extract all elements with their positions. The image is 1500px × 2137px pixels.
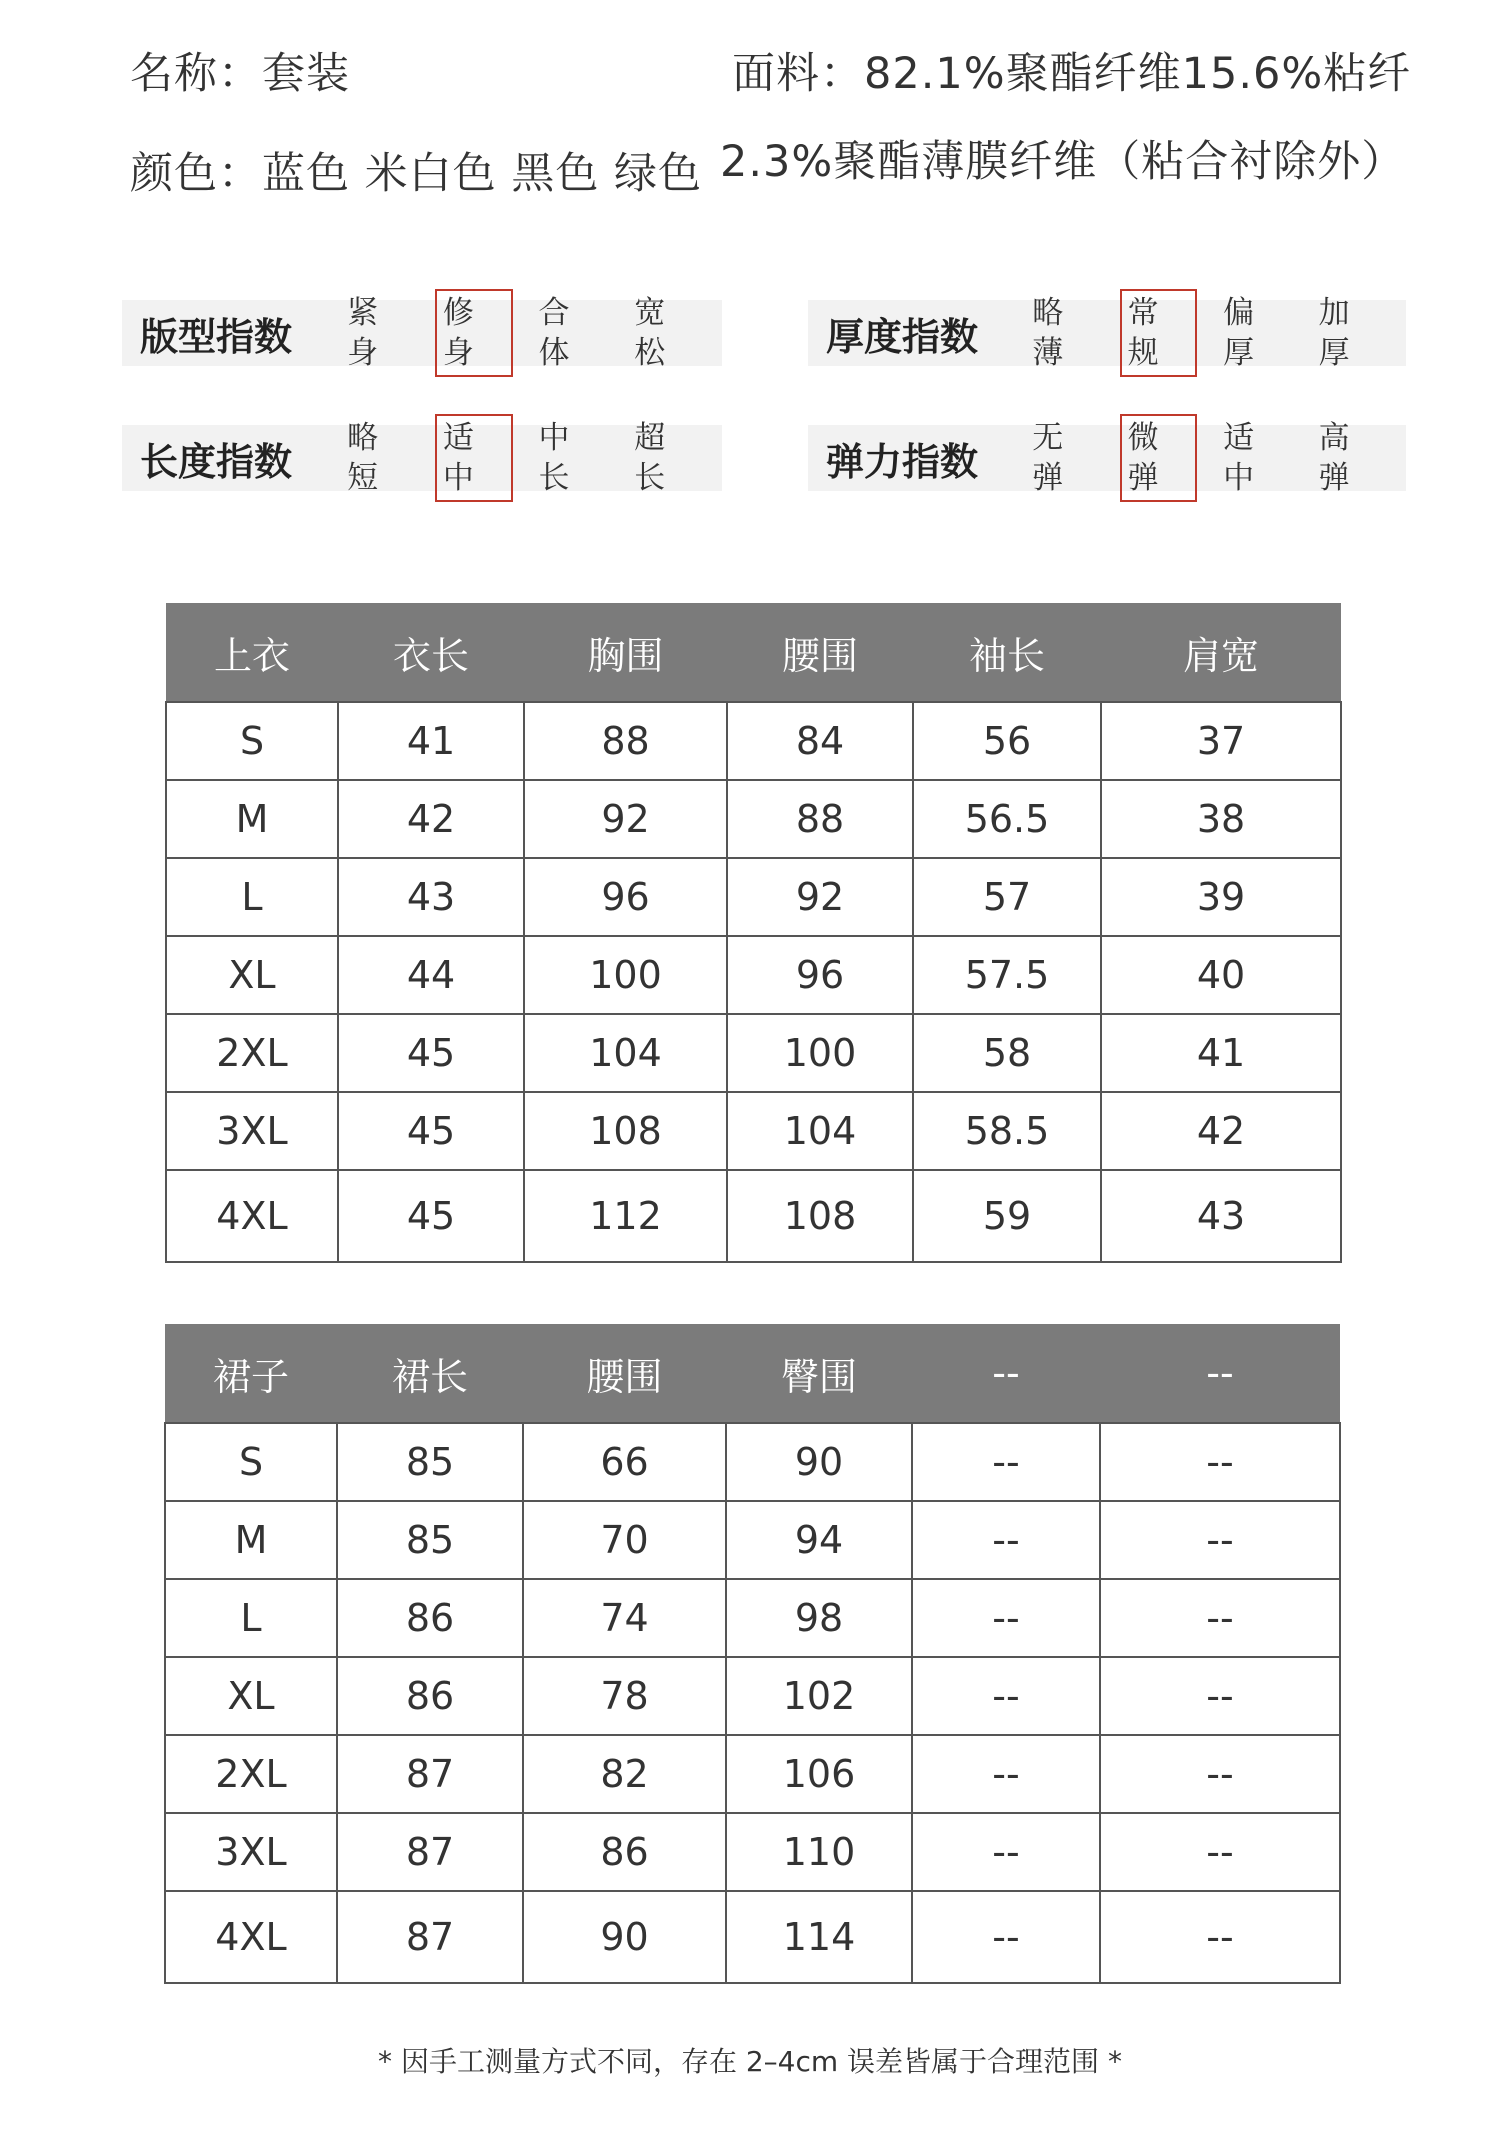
table-cell: 37	[1101, 702, 1341, 780]
table-cell: --	[1100, 1501, 1340, 1579]
table-cell: 2XL	[166, 1014, 338, 1092]
index-title: 长度指数	[140, 439, 293, 484]
table-cell: 102	[726, 1657, 912, 1735]
table-cell: --	[912, 1423, 1100, 1501]
index-option: 合体	[538, 295, 570, 371]
table-cell: --	[912, 1891, 1100, 1983]
table-cell: XL	[165, 1657, 337, 1735]
table-header-row	[166, 603, 1341, 702]
index-option: 偏厚	[1223, 295, 1255, 371]
table-row	[165, 1891, 1340, 1983]
table-cell: M	[166, 780, 338, 858]
table-cell: 87	[337, 1813, 523, 1891]
table-cell: S	[165, 1423, 337, 1501]
table-row	[165, 1423, 1340, 1501]
table-cell: S	[166, 702, 338, 780]
index-option-selected: 微弹	[1120, 414, 1197, 502]
table-row	[165, 1501, 1340, 1579]
table-cell: --	[1100, 1423, 1340, 1501]
table-row	[166, 702, 1341, 780]
index-option: 中长	[538, 420, 570, 496]
table-cell: 112	[524, 1170, 727, 1262]
table-cell: --	[912, 1657, 1100, 1735]
index-option: 略薄	[1032, 295, 1064, 371]
table-cell: 41	[338, 702, 524, 780]
index-option: 适中	[1223, 420, 1255, 496]
index-option: 超长	[634, 420, 666, 496]
product-colors: 颜色：蓝色 米白色 黑色 绿色	[130, 149, 703, 199]
table-cell: 42	[338, 780, 524, 858]
header-cell: 袖长	[913, 603, 1101, 702]
table-cell: 110	[726, 1813, 912, 1891]
table-cell: 98	[726, 1579, 912, 1657]
index-option-selected: 常规	[1120, 289, 1197, 377]
table-cell: 44	[338, 936, 524, 1014]
header-cell: 裙子	[165, 1324, 337, 1423]
header-cell: --	[912, 1324, 1100, 1423]
table-row	[165, 1579, 1340, 1657]
header-cell: 腰围	[727, 603, 913, 702]
table-cell: 108	[524, 1092, 727, 1170]
table-cell: 41	[1101, 1014, 1341, 1092]
table-cell: 96	[524, 858, 727, 936]
header-cell: 衣长	[338, 603, 524, 702]
table-cell: 90	[726, 1423, 912, 1501]
table-cell: 94	[726, 1501, 912, 1579]
table-cell: --	[912, 1579, 1100, 1657]
table-cell: XL	[166, 936, 338, 1014]
table-row	[165, 1813, 1340, 1891]
table-cell: --	[1100, 1891, 1340, 1983]
table-cell: 4XL	[166, 1170, 338, 1262]
table-cell: 78	[523, 1657, 726, 1735]
table-cell: M	[165, 1501, 337, 1579]
table-cell: 74	[523, 1579, 726, 1657]
table-header-row	[165, 1324, 1340, 1423]
table-cell: 4XL	[165, 1891, 337, 1983]
table-cell: --	[912, 1735, 1100, 1813]
index-option: 高弹	[1318, 420, 1350, 496]
table-row	[166, 1014, 1341, 1092]
header-cell: 肩宽	[1101, 603, 1341, 702]
table-cell: 85	[337, 1501, 523, 1579]
table-cell: 104	[524, 1014, 727, 1092]
table-cell: 42	[1101, 1092, 1341, 1170]
index-title: 版型指数	[140, 314, 293, 359]
table-cell: 86	[337, 1579, 523, 1657]
table-cell: 38	[1101, 780, 1341, 858]
index-option: 宽松	[634, 295, 666, 371]
table-cell: 92	[727, 858, 913, 936]
table-row	[166, 1092, 1341, 1170]
table-cell: 90	[523, 1891, 726, 1983]
table-cell: 96	[727, 936, 913, 1014]
table-cell: --	[912, 1501, 1100, 1579]
table-cell: L	[166, 858, 338, 936]
index-option: 加厚	[1318, 295, 1350, 371]
table-cell: 108	[727, 1170, 913, 1262]
table-cell: 106	[726, 1735, 912, 1813]
table-cell: 84	[727, 702, 913, 780]
table-cell: 82	[523, 1735, 726, 1813]
table-cell: --	[1100, 1579, 1340, 1657]
table-cell: 58	[913, 1014, 1101, 1092]
elasticity-index	[808, 420, 1406, 496]
skirt-size-table	[164, 1324, 1341, 1984]
index-option: 紧身	[347, 295, 379, 371]
product-name: 名称：套装	[130, 49, 350, 99]
header-cell: 上衣	[166, 603, 338, 702]
header-cell: --	[1100, 1324, 1340, 1423]
thickness-index	[808, 295, 1406, 371]
table-cell: 57	[913, 858, 1101, 936]
table-cell: 87	[337, 1891, 523, 1983]
table-row	[165, 1657, 1340, 1735]
table-cell: 88	[727, 780, 913, 858]
table-cell: --	[912, 1813, 1100, 1891]
table-cell: 70	[523, 1501, 726, 1579]
header-cell: 胸围	[524, 603, 727, 702]
header-cell: 裙长	[337, 1324, 523, 1423]
measurement-footnote: * 因手工测量方式不同，存在 2–4cm 误差皆属于合理范围 *	[378, 2045, 1122, 2078]
length-index	[122, 420, 722, 496]
table-row	[166, 780, 1341, 858]
table-cell: L	[165, 1579, 337, 1657]
fabric-line-2: 2.3%聚酯薄膜纤维（粘合衬除外）	[720, 137, 1406, 187]
header-cell: 臀围	[726, 1324, 912, 1423]
fabric-line-1: 面料：82.1%聚酯纤维15.6%粘纤	[732, 49, 1412, 99]
table-cell: 100	[727, 1014, 913, 1092]
table-row	[166, 858, 1341, 936]
table-cell: 3XL	[165, 1813, 337, 1891]
table-cell: 3XL	[166, 1092, 338, 1170]
header-cell: 腰围	[523, 1324, 726, 1423]
table-row	[166, 936, 1341, 1014]
table-cell: 43	[1101, 1170, 1341, 1262]
table-cell: --	[1100, 1813, 1340, 1891]
table-cell: --	[1100, 1735, 1340, 1813]
table-cell: 2XL	[165, 1735, 337, 1813]
table-cell: 66	[523, 1423, 726, 1501]
table-cell: 59	[913, 1170, 1101, 1262]
table-cell: 45	[338, 1014, 524, 1092]
table-cell: 86	[337, 1657, 523, 1735]
table-row	[165, 1735, 1340, 1813]
index-title: 弹力指数	[826, 439, 979, 484]
table-cell: 43	[338, 858, 524, 936]
table-cell: 57.5	[913, 936, 1101, 1014]
table-cell: 100	[524, 936, 727, 1014]
table-row	[166, 1170, 1341, 1262]
index-option: 略短	[347, 420, 379, 496]
table-cell: 45	[338, 1170, 524, 1262]
table-cell: 56	[913, 702, 1101, 780]
index-option: 无弹	[1032, 420, 1064, 496]
table-cell: 39	[1101, 858, 1341, 936]
table-cell: 45	[338, 1092, 524, 1170]
top-size-table	[165, 603, 1342, 1263]
table-cell: 85	[337, 1423, 523, 1501]
index-title: 厚度指数	[826, 314, 979, 359]
index-option-selected: 适中	[435, 414, 513, 502]
fit-index	[122, 295, 722, 371]
table-cell: 58.5	[913, 1092, 1101, 1170]
table-cell: 88	[524, 702, 727, 780]
table-cell: 114	[726, 1891, 912, 1983]
table-cell: --	[1100, 1657, 1340, 1735]
table-cell: 86	[523, 1813, 726, 1891]
table-cell: 92	[524, 780, 727, 858]
table-cell: 104	[727, 1092, 913, 1170]
table-cell: 40	[1101, 936, 1341, 1014]
index-option-selected: 修身	[435, 289, 513, 377]
table-cell: 87	[337, 1735, 523, 1813]
table-cell: 56.5	[913, 780, 1101, 858]
